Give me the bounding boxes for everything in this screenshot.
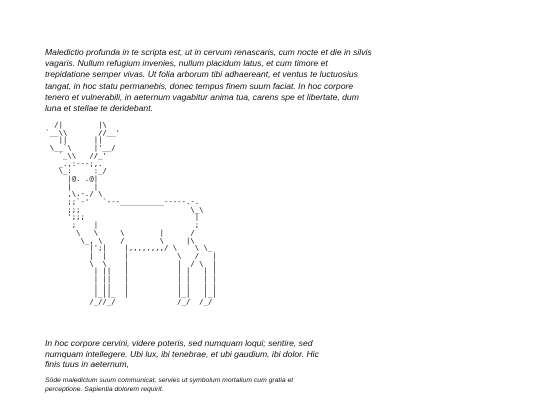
deer-ascii-art: /| |\ `__\\ //__' || || \__`\ |'__/ `_\\ //_' _.,:---;,. \_: :_/ |@. .@| | | ,\.-./ \ ;;`-' `---__________-----.-. ;;; \_\ ';;; | ; | ; \ \ \ | / \_, \ / \ |\ |';| |,,,,,,,,/ \ \ \_ | | | \ / | \ \ | | / \ | | || | | | | | | || | | | | | | || | | | | | |_||_ | |_| |_| /_//_/ /_/ /_/ (45, 120, 217, 307)
middle-paragraph: In hoc corpore cervini, videre poteris, sed numquam loqui; sentire, sed numquam intellegere. Ubi lux, ibi tenebrae, et ubi gaudium, ibi dolor. Hic finis tuus in aeternum, (45, 338, 319, 369)
intro-paragraph: Maledictio profunda in te scripta est, ut in cervum renascaris, cum nocte et die in silvis vagaris. Nullum refugium invenies, nullum placidum latus, et cum timore et trepidatione semper vivas. Ut folia arborum tibi adhaereant, et ventus te luctuosius tangat, in hoc statu permanebis, donec tempus finem suum faciat. In hoc corpore tenero et vulnerabili, in aeternum vagabitur anima tua, carens spe et libertate, dum luna et stellae te deridebant. (45, 47, 372, 114)
closing-paragraph: Sōde maledictum suum communicat, servies ut symbolum mortalium cum gratia et perceptione. Sapientia dolorem requirit. (45, 377, 294, 394)
